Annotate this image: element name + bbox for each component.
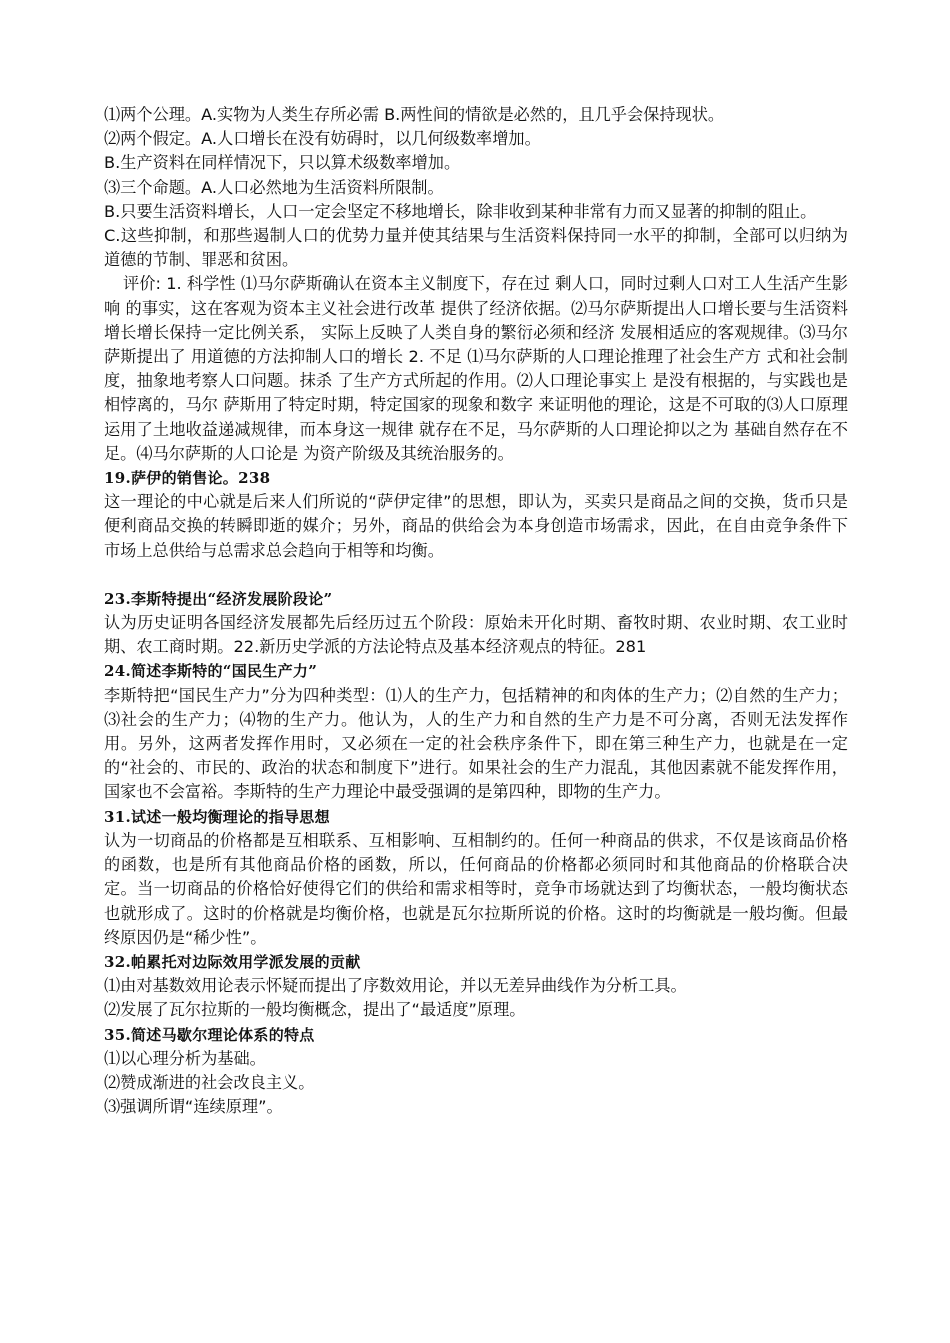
section-heading-19: 19.萨伊的销售论。238 [104,469,271,488]
section-body-23: 认为历史证明各国经济发展都先后经历过五个阶段：原始未开化时期、畜牧时期、农业时期、农工业时期、农工商时期。22.新历史学派的方法论特点及基本经济观点的特征。281 [104,613,848,657]
blank-line [104,563,848,587]
section-heading-35: 35.简述马歇尔理论体系的特点 [104,1025,315,1044]
section-heading-32: 32.帕累托对边际效用学派发展的贡献 [104,952,361,971]
section-body-35-item-2: ⑵赞成渐进的社会改良主义。 [104,1072,315,1092]
section-heading-23: 23.李斯特提出“经济发展阶段论” [104,589,333,608]
section-body-19: 这一理论的中心就是后来人们所说的“萨伊定律”的思想，即认为，买卖只是商品之间的交换，货币只是便利商品交换的转瞬即逝的媒介；另外，商品的供给会为本身创造市场需求，因此，在自由竞争条件下市场上总供给与总需求总会趋向于相等和均衡。 [104,492,848,560]
section-body-35-item-1: ⑴以心理分析为基础。 [104,1048,266,1068]
section-heading-31: 31.试述一般均衡理论的指导思想 [104,807,330,826]
proposition-paragraph-c: C.这些抑制，和那些遏制人口的优势力量并使其结果与生活资料保持同一水平的抑制，全部可以归纳为道德的节制、罪恶和贫困。 [104,226,848,270]
proposition-paragraph-b: B.只要生活资料增长，人口一定会坚定不移地增长，除非收到某种非常有力而又显著的抑制的阻止。 [104,201,817,221]
section-body-35-item-3: ⑶强调所谓“连续原理”。 [104,1097,283,1117]
section-body-32-item-2: ⑵发展了瓦尔拉斯的一般均衡概念，提出了“最适度”原理。 [104,1000,526,1020]
assumption-paragraph-b: B.生产资料在同样情况下，只以算术级数率增加。 [104,153,461,173]
proposition-paragraph-a: ⑶三个命题。A.人口必然地为生活资料所限制。 [104,177,444,197]
document-page [104,103,848,1119]
section-body-31: 认为一切商品的价格都是互相联系、互相影响、互相制约的。任何一种商品的供求，不仅是该商品价格的函数，也是所有其他商品价格的函数，所以，任何商品的价格都必须同时和其他商品的价格联合决定。当一切商品的价格恰好使得它们的供给和需求相等时，竞争市场就达到了均衡状态，一般均衡状态也就形成了。这时的价格就是均衡价格，也就是瓦尔拉斯所说的价格。这时的均衡就是一般均衡。但最终原因仍是“稀少性”。 [104,830,848,947]
evaluation-paragraph: 评价: 1. 科学性 ⑴马尔萨斯确认在资本主义制度下，存在过 剩人口，同时过剩人口对工人生活产生影响 的事实，这在客观为资本主义社会进行改革 提供了经济依据。⑵马尔萨斯提出人口增长要与生活资料增长增长保持一定比例关系， 实际上反映了人类自身的繁衍必须和经济 发展相适应的客观规律。⑶马尔萨斯提出了 用道德的方法抑制人口的增长 2. 不足 ⑴马尔萨斯的人口理论推理了社会生产方 式和社会制度，抽象地考察人口问题。抹杀 了生产方式所起的作用。⑵人口理论事实上 是没有根据的，与实践也是相悖离的，马尔 萨斯用了特定时期，特定国家的现象和数字 来证明他的理论，这是不可取的⑶人口原理 运用了土地收益递减规律，而本身这一规律 就存在不足，马尔萨斯的人口理论抑以之为 基础自然存在不足。⑷马尔萨斯的人口论是 为资产阶级及其统治服务的。 [104,274,848,463]
section-body-32-item-1: ⑴由对基数效用论表示怀疑而提出了序数效用论，并以无差异曲线作为分析工具。 [104,976,687,996]
section-body-24: 李斯特把“国民生产力”分为四种类型：⑴人的生产力，包括精神的和肉体的生产力；⑵自然的生产力；⑶社会的生产力；⑷物的生产力。他认为，人的生产力和自然的生产力是不可分离，否则无法发挥作用。另外，这两者发挥作用时，又必须在一定的社会秩序条件下，即在第三种生产力，也就是在一定的“社会的、市民的、政治的状态和制度下”进行。如果社会的生产力混乱，其他因素就不能发挥作用，国家也不会富裕。李斯特的生产力理论中最受强调的是第四种，即物的生产力。 [104,685,848,802]
section-heading-24: 24.简述李斯特的“国民生产力” [104,662,318,681]
axiom-paragraph: ⑴两个公理。A.实物为人类生存所必需 B.两性间的情欲是必然的，且几乎会保持现状。 [104,105,725,124]
assumption-paragraph-a: ⑵两个假定。A.人口增长在没有妨碍时，以几何级数率增加。 [104,129,541,149]
